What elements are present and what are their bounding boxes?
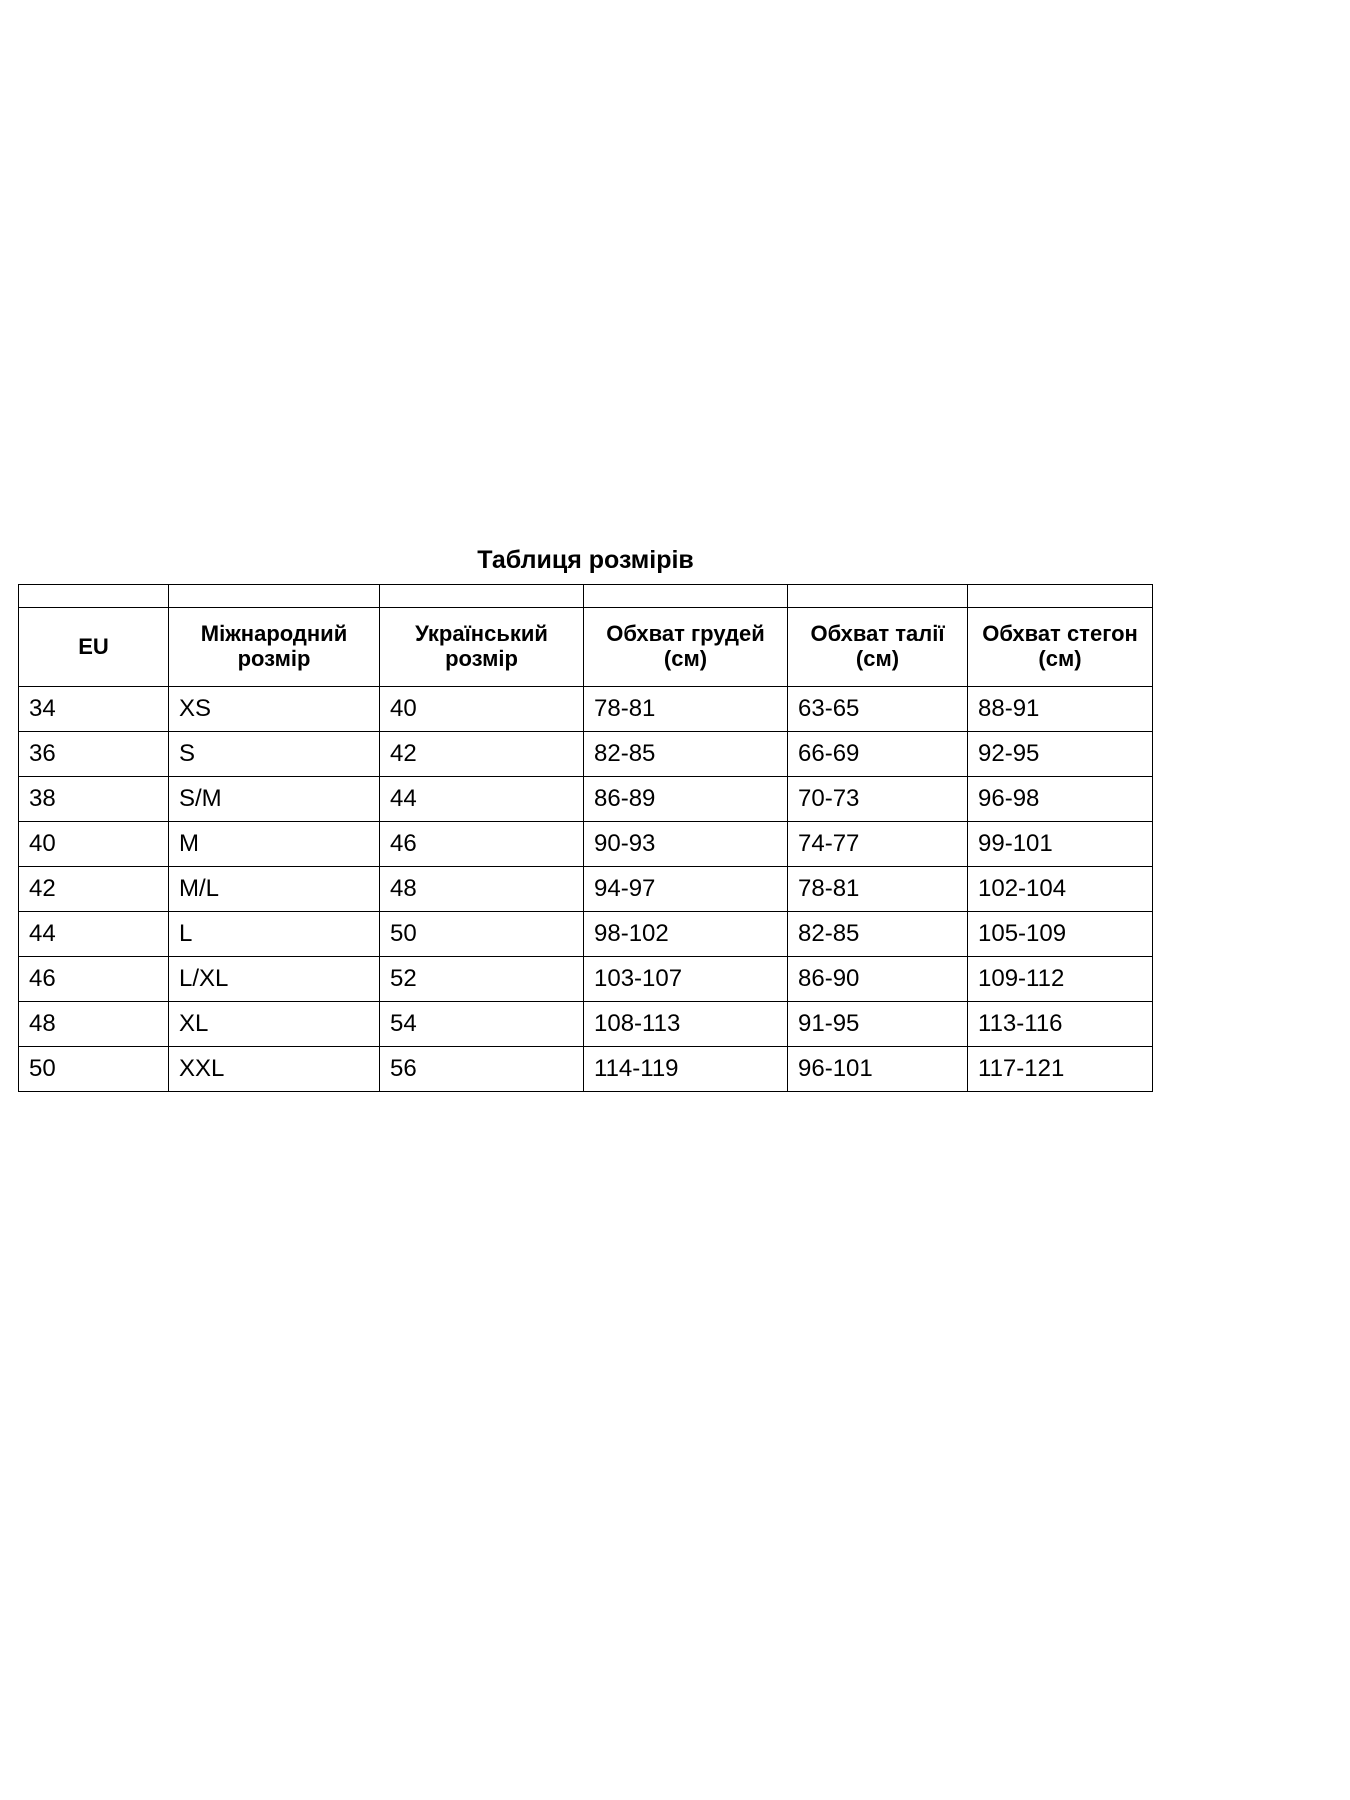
cell-chest: 90-93 (584, 822, 788, 867)
cell-eu: 44 (19, 912, 169, 957)
column-header-international-size: Міжнародний розмір (169, 608, 380, 687)
size-table (18, 538, 1153, 1092)
column-header-eu: EU (19, 608, 169, 687)
cell-ukrainian-size: 42 (380, 732, 584, 777)
cell-waist: 86-90 (788, 957, 968, 1002)
cell-eu: 50 (19, 1047, 169, 1092)
cell-international-size: XS (169, 687, 380, 732)
cell-ukrainian-size: 52 (380, 957, 584, 1002)
cell-eu: 40 (19, 822, 169, 867)
spacer-cell (584, 585, 788, 608)
cell-waist: 82-85 (788, 912, 968, 957)
column-header-waist: Обхват талії (см) (788, 608, 968, 687)
cell-international-size: M/L (169, 867, 380, 912)
table-title: Таблиця розмірів (19, 538, 1153, 585)
cell-chest: 82-85 (584, 732, 788, 777)
cell-ukrainian-size: 54 (380, 1002, 584, 1047)
spacer-cell (169, 585, 380, 608)
cell-waist: 70-73 (788, 777, 968, 822)
cell-waist: 63-65 (788, 687, 968, 732)
cell-international-size: L (169, 912, 380, 957)
cell-international-size: L/XL (169, 957, 380, 1002)
cell-waist: 91-95 (788, 1002, 968, 1047)
cell-eu: 42 (19, 867, 169, 912)
table-row (19, 822, 1153, 867)
table-row (19, 777, 1153, 822)
table-title-row (19, 538, 1153, 585)
table-row (19, 1002, 1153, 1047)
spacer-cell (19, 585, 169, 608)
cell-ukrainian-size: 46 (380, 822, 584, 867)
cell-hips: 109-112 (968, 957, 1153, 1002)
table-row (19, 867, 1153, 912)
cell-eu: 46 (19, 957, 169, 1002)
cell-international-size: XL (169, 1002, 380, 1047)
table-spacer-row (19, 585, 1153, 608)
cell-international-size: M (169, 822, 380, 867)
column-header-hips: Обхват стегон (см) (968, 608, 1153, 687)
cell-ukrainian-size: 44 (380, 777, 584, 822)
cell-international-size: S/M (169, 777, 380, 822)
cell-waist: 74-77 (788, 822, 968, 867)
column-header-ukrainian-size: Український розмір (380, 608, 584, 687)
cell-chest: 78-81 (584, 687, 788, 732)
table-row (19, 912, 1153, 957)
cell-chest: 86-89 (584, 777, 788, 822)
cell-waist: 96-101 (788, 1047, 968, 1092)
table-row (19, 732, 1153, 777)
cell-chest: 103-107 (584, 957, 788, 1002)
cell-hips: 105-109 (968, 912, 1153, 957)
table-row (19, 1047, 1153, 1092)
table-row (19, 957, 1153, 1002)
cell-hips: 96-98 (968, 777, 1153, 822)
cell-international-size: S (169, 732, 380, 777)
cell-eu: 34 (19, 687, 169, 732)
cell-eu: 38 (19, 777, 169, 822)
spacer-cell (968, 585, 1153, 608)
cell-hips: 92-95 (968, 732, 1153, 777)
table-header-row (19, 608, 1153, 687)
cell-hips: 99-101 (968, 822, 1153, 867)
cell-international-size: XXL (169, 1047, 380, 1092)
cell-hips: 88-91 (968, 687, 1153, 732)
cell-waist: 66-69 (788, 732, 968, 777)
size-chart-sheet (18, 538, 1152, 1092)
spacer-cell (788, 585, 968, 608)
cell-hips: 102-104 (968, 867, 1153, 912)
column-header-chest: Обхват грудей (см) (584, 608, 788, 687)
cell-chest: 108-113 (584, 1002, 788, 1047)
cell-hips: 117-121 (968, 1047, 1153, 1092)
cell-hips: 113-116 (968, 1002, 1153, 1047)
cell-eu: 48 (19, 1002, 169, 1047)
cell-ukrainian-size: 40 (380, 687, 584, 732)
cell-chest: 98-102 (584, 912, 788, 957)
cell-chest: 94-97 (584, 867, 788, 912)
cell-chest: 114-119 (584, 1047, 788, 1092)
spacer-cell (380, 585, 584, 608)
cell-eu: 36 (19, 732, 169, 777)
cell-ukrainian-size: 56 (380, 1047, 584, 1092)
cell-ukrainian-size: 48 (380, 867, 584, 912)
table-row (19, 687, 1153, 732)
cell-ukrainian-size: 50 (380, 912, 584, 957)
cell-waist: 78-81 (788, 867, 968, 912)
